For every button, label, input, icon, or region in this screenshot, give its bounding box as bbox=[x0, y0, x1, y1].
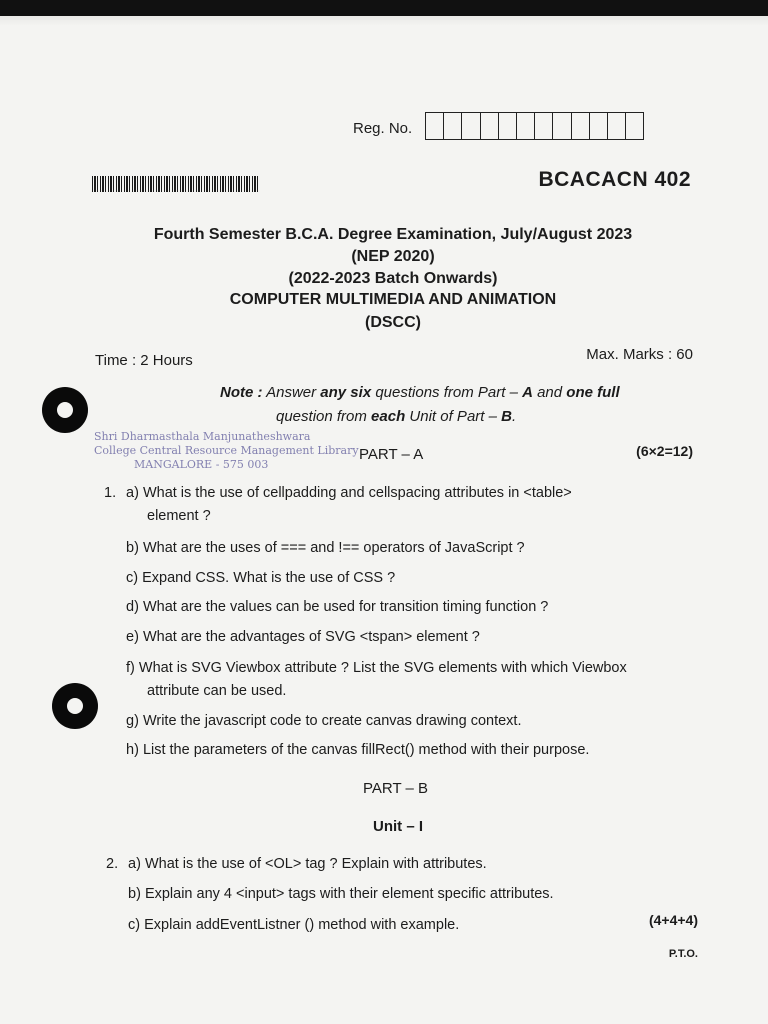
question-label: b) bbox=[128, 886, 141, 902]
note-emphasis: B bbox=[501, 408, 512, 425]
reg-no-cell bbox=[462, 113, 480, 139]
stamp-line: Shri Dharmasthala Manjunatheshwara bbox=[94, 430, 311, 443]
note-emphasis: one full bbox=[566, 384, 620, 401]
reg-no-boxes bbox=[425, 112, 644, 140]
reg-no-cell bbox=[444, 113, 462, 139]
question-text: What is SVG Viewbox attribute ? List the SVG elements with which Viewbox bbox=[138, 660, 627, 676]
question-item bbox=[128, 883, 648, 906]
question-label: b) bbox=[126, 540, 139, 556]
note-label: Note : bbox=[220, 384, 263, 401]
paper-code: BCACACN 402 bbox=[538, 168, 691, 191]
part-a-heading: PART – A bbox=[359, 446, 424, 463]
question-text: Write the javascript code to create canvas drawing context. bbox=[142, 713, 522, 729]
part-b-marks: (4+4+4) bbox=[648, 912, 698, 928]
question-text: attribute can be used. bbox=[147, 683, 287, 699]
subject-type: (DSCC) bbox=[365, 314, 421, 331]
question-label: d) bbox=[126, 599, 139, 615]
note-emphasis: any six bbox=[320, 384, 372, 401]
reg-no-cell bbox=[626, 113, 643, 139]
question-item bbox=[128, 853, 648, 876]
question-item bbox=[126, 482, 646, 528]
question-label: a) bbox=[126, 485, 139, 501]
question-text: element ? bbox=[147, 508, 211, 524]
question-text: What are the values can be used for transition timing function ? bbox=[142, 599, 549, 615]
question-label: f) bbox=[126, 660, 135, 676]
exam-title: Fourth Semester B.C.A. Degree Examination, July/August 2023 bbox=[153, 226, 633, 243]
note-text: question from bbox=[276, 408, 372, 425]
reg-no-cell bbox=[517, 113, 535, 139]
stamp-line: College Central Resource Management Library bbox=[94, 444, 359, 457]
reg-no-cell bbox=[481, 113, 499, 139]
subject-title: COMPUTER MULTIMEDIA AND ANIMATION bbox=[229, 291, 557, 308]
note-text: questions from Part – bbox=[371, 384, 523, 401]
question-number: 1. bbox=[104, 485, 117, 501]
unit-heading: Unit – I bbox=[373, 818, 424, 835]
note-text: . bbox=[511, 408, 517, 425]
question-text: Explain any 4 <input> tags with their element specific attributes. bbox=[144, 886, 554, 902]
question-label: a) bbox=[128, 856, 141, 872]
question-text: What are the advantages of SVG <tspan> element ? bbox=[142, 629, 480, 645]
note-emphasis: each bbox=[371, 408, 406, 425]
exam-batch: (2022-2023 Batch Onwards) bbox=[288, 270, 498, 287]
question-text: What is the use of cellpadding and cellspacing attributes in <table> bbox=[142, 485, 572, 501]
punch-hole-bottom bbox=[52, 683, 98, 729]
note-text: and bbox=[532, 384, 567, 401]
question-number: 2. bbox=[106, 856, 119, 872]
question-label: h) bbox=[126, 742, 139, 758]
note-text: Answer bbox=[262, 384, 321, 401]
question-text: Explain addEventListner () method with example. bbox=[144, 917, 460, 933]
question-item bbox=[128, 914, 648, 937]
scan-fold bbox=[0, 16, 768, 26]
stamp-line: MANGALORE - 575 003 bbox=[134, 458, 269, 471]
question-item bbox=[126, 626, 646, 649]
barcode bbox=[92, 176, 258, 192]
question-label: e) bbox=[126, 629, 139, 645]
question-text: What is the use of <OL> tag ? Explain with attributes. bbox=[144, 856, 487, 872]
reg-no-cell bbox=[499, 113, 517, 139]
exam-scheme: (NEP 2020) bbox=[351, 248, 435, 265]
part-b-heading: PART – B bbox=[363, 780, 429, 797]
reg-no-cell bbox=[553, 113, 571, 139]
max-marks: Max. Marks : 60 bbox=[586, 346, 693, 363]
question-label: c) bbox=[126, 570, 139, 586]
reg-no-label: Reg. No. bbox=[353, 120, 413, 137]
punch-hole-top bbox=[42, 387, 88, 433]
question-text: Expand CSS. What is the use of CSS ? bbox=[142, 570, 396, 586]
reg-no-cell bbox=[535, 113, 553, 139]
question-item bbox=[126, 657, 646, 703]
instructions-note bbox=[220, 381, 680, 429]
question-text: What are the uses of === and !== operators of JavaScript ? bbox=[142, 540, 525, 556]
question-label: c) bbox=[128, 917, 141, 933]
note-text: Unit of Part – bbox=[405, 408, 502, 425]
page-turn-over: P.T.O. bbox=[668, 948, 698, 960]
reg-no-cell bbox=[572, 113, 590, 139]
question-item bbox=[126, 739, 646, 762]
question-label: g) bbox=[126, 713, 139, 729]
question-item bbox=[126, 710, 646, 733]
question-text: List the parameters of the canvas fillRect() method with their purpose. bbox=[142, 742, 590, 758]
note-emphasis: A bbox=[522, 384, 533, 401]
reg-no-cell bbox=[608, 113, 626, 139]
scan-edge bbox=[0, 0, 768, 16]
question-item bbox=[126, 596, 646, 619]
library-stamp bbox=[94, 430, 359, 472]
part-a-marks: (6×2=12) bbox=[636, 443, 693, 459]
time-allowed: Time : 2 Hours bbox=[95, 352, 193, 369]
question-item bbox=[126, 567, 646, 590]
reg-no-cell bbox=[590, 113, 608, 139]
question-item bbox=[126, 537, 646, 560]
reg-no-cell bbox=[426, 113, 444, 139]
